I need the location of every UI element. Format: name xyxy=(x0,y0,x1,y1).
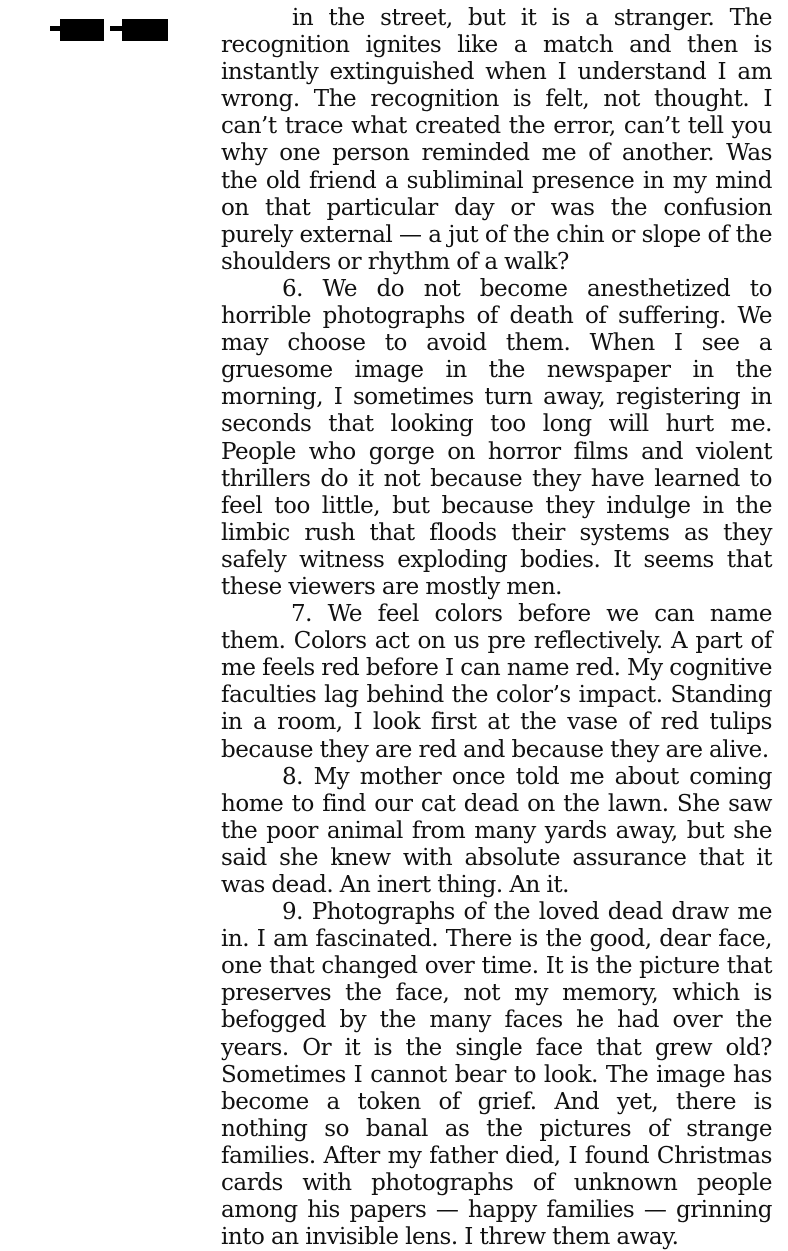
body-text xyxy=(221,5,772,1251)
left-bar-block xyxy=(60,19,104,41)
paragraph-8: 8. My mother once told me about coming home to find our cat dead on the lawn. She saw the poor animal from many yards away, but she said she knew with absolute assurance that it was dead. An inert thing. An it. xyxy=(221,763,772,898)
paragraph-7: 7. We feel colors before we can name them. Colors act on us pre reflectively. A part of me feels red before I can name red. My cognitive faculties lag behind the color’s impact. Standing in a room, I look first at the vase of red tulips because they are red and because they are alive. xyxy=(221,601,772,763)
paragraph-6: 6. We do not become anesthetized to horrible photographs of death of suffering. We may choose to avoid them. When I see a gruesome image in the newspaper in the morning, I sometimes turn away, registering in seconds that looking too long will hurt me. People who gorge on horror films and violent thrillers do it not because they have learned to feel too little, but because they indulge in the limbic rush that floods their systems as they safely witness exploding bodies. It seems that these viewers are mostly men. xyxy=(221,275,772,600)
paragraph-continued: in the street, but it is a stranger. The recognition ignites like a match and then is instantly extinguished when I understand I am wrong. The recognition is felt, not thought. I can’t trace what created the error, can’t tell you why one person reminded me of another. Was the old friend a subliminal presence in my mind on that particular day or was the confusion purely external — a jut of the chin or slope of the shoulders or rhythm of a walk? xyxy=(221,5,772,275)
double-bar-mark-icon xyxy=(50,18,170,44)
right-bar-block xyxy=(122,19,168,41)
folio-mark-icon xyxy=(50,18,170,44)
right-bar-tick xyxy=(110,26,124,31)
paragraph-9: 9. Photographs of the loved dead draw me in. I am fascinated. There is the good, dear face, one that changed over time. It is the picture that preserves the face, not my memory, which is befogged by the many faces he had over the years. Or it is the single face that grew old? Sometimes I cannot bear to look. The image has become a token of grief. And yet, there is nothing so banal as the pictures of strange families. After my father died, I found Christmas cards with photographs of unknown people among his papers — happy families — grinning into an invisible lens. I threw them away. xyxy=(221,899,772,1251)
